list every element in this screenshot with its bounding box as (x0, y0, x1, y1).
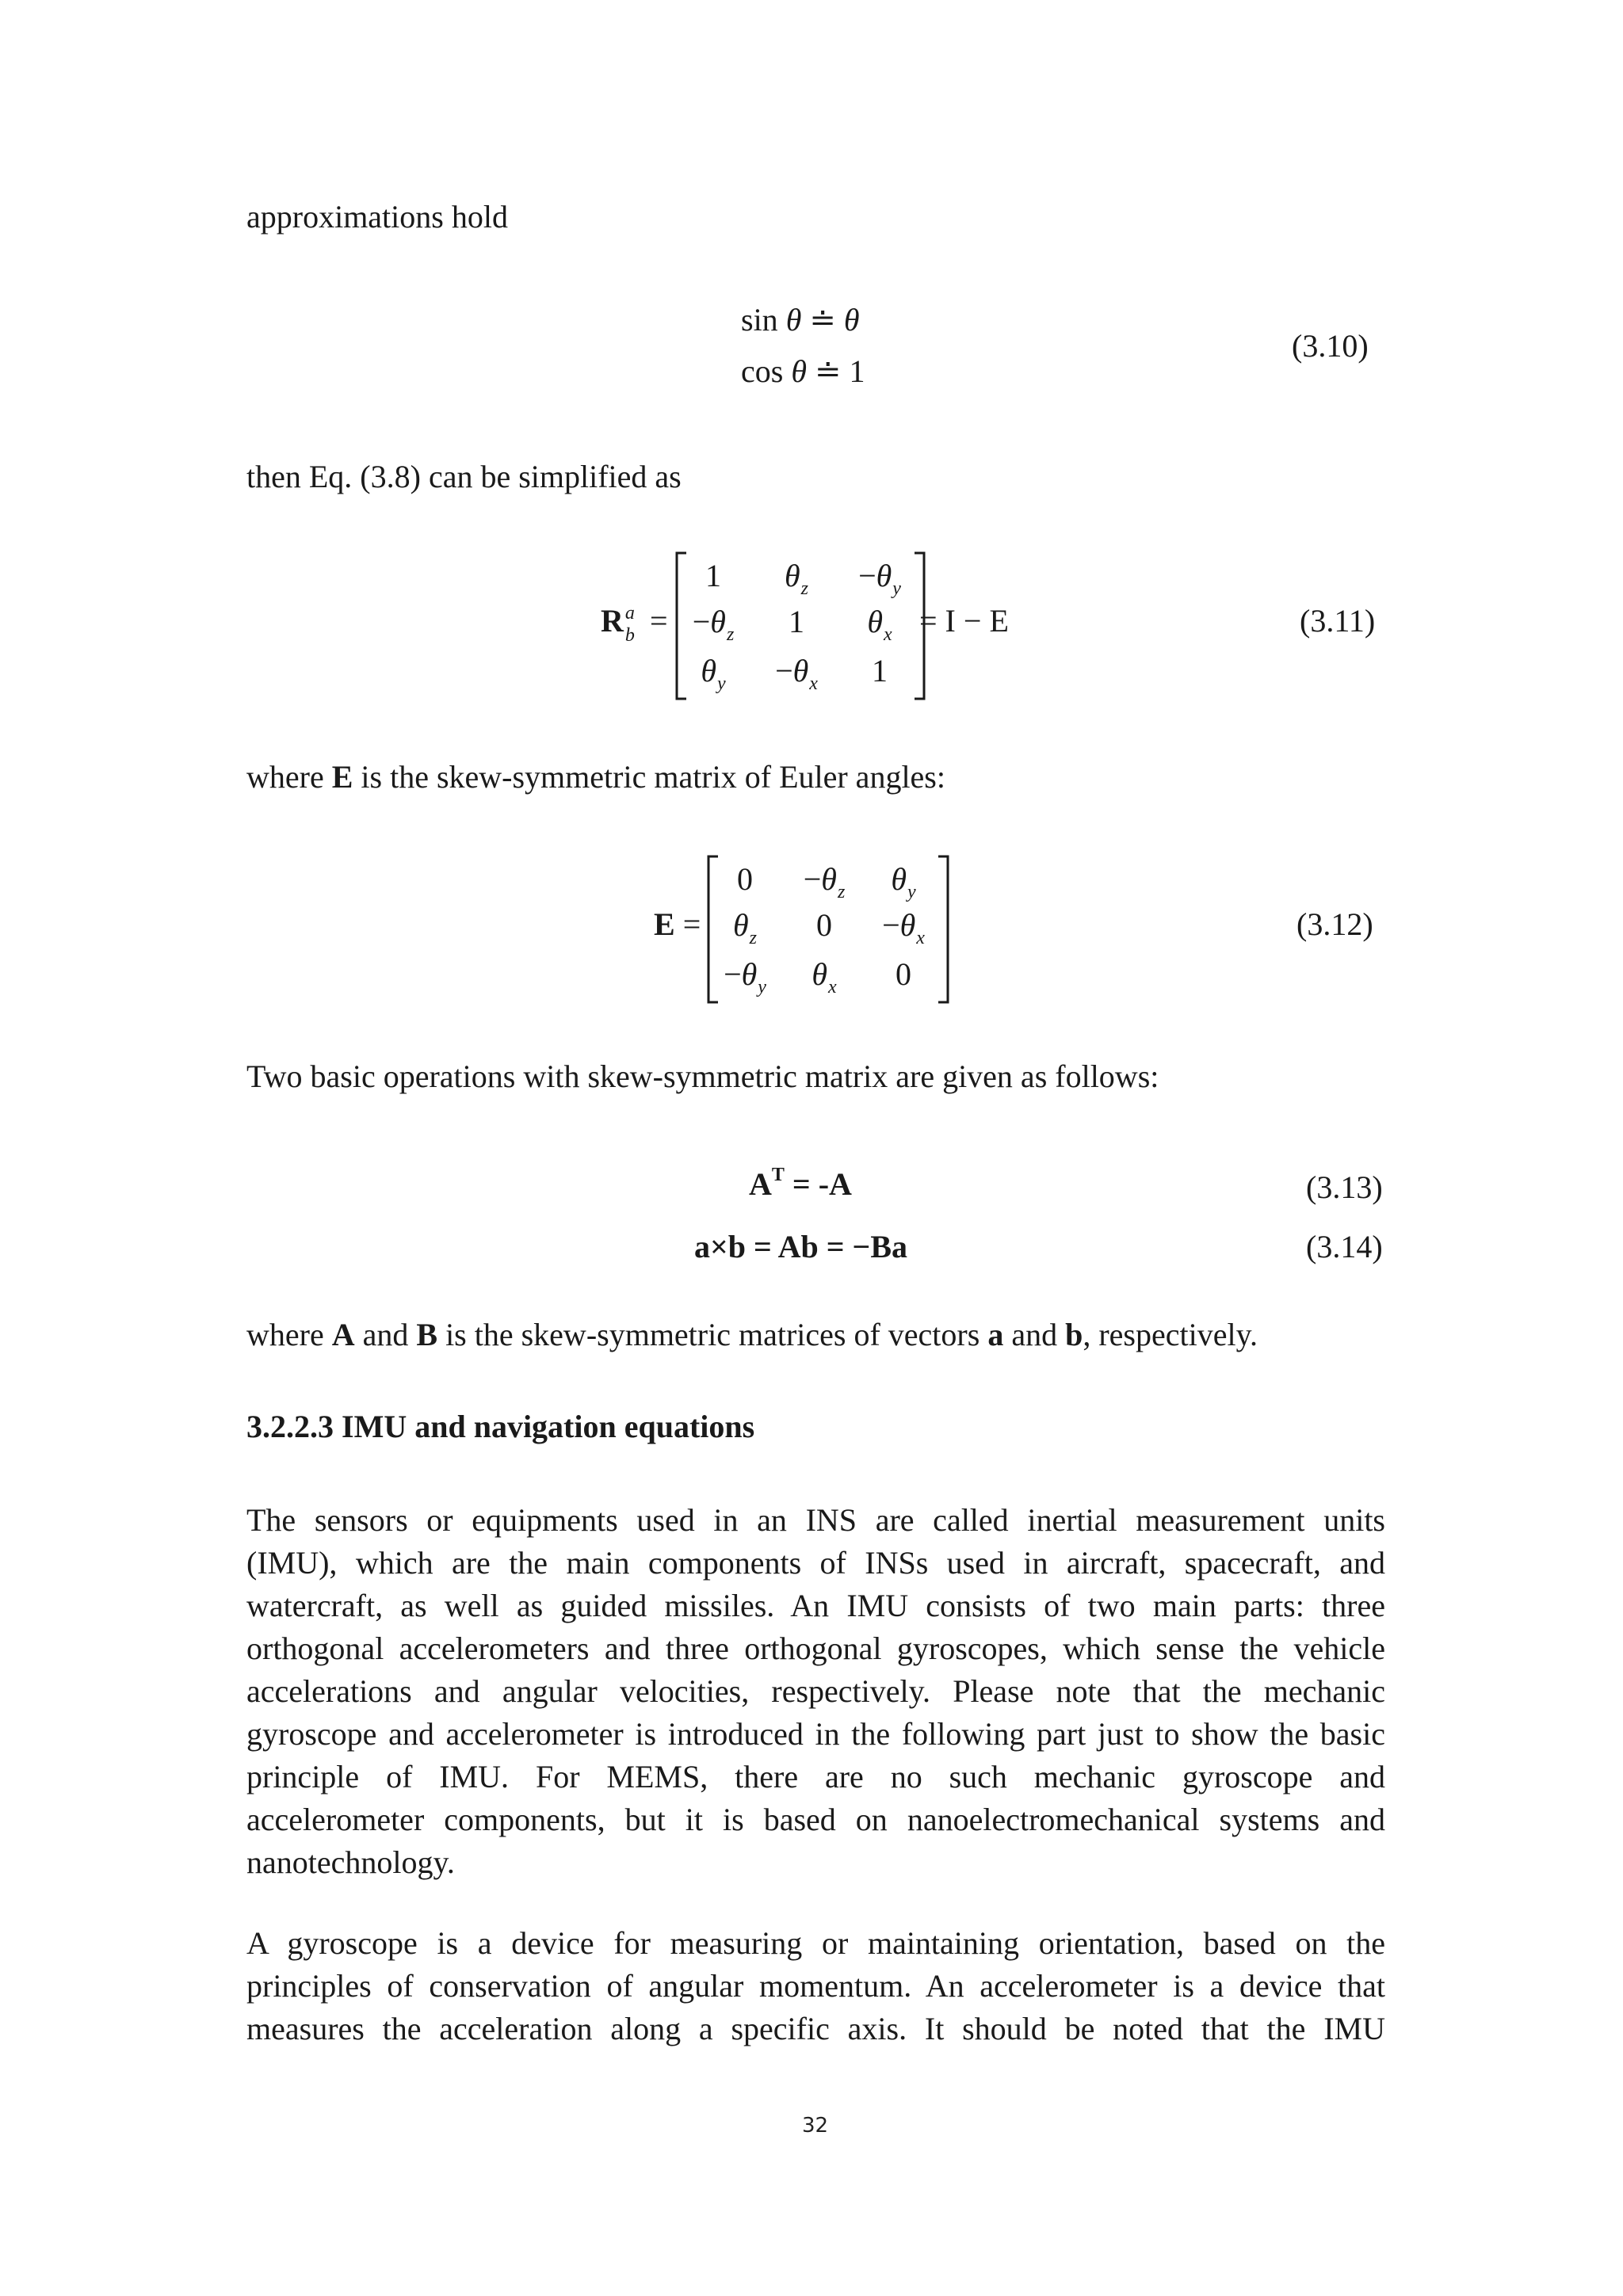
two-operations-line: Two basic operations with skew-symmetric matrix are given as follows: (246, 1058, 1159, 1094)
matrix-entry (701, 860, 789, 898)
matrix-entry-main: θ (785, 558, 800, 593)
matrix-entry-main: θ (792, 653, 809, 688)
minus-sign: − (775, 653, 793, 688)
bold-A: A (331, 1317, 355, 1352)
matrix-entry-main: 0 (896, 956, 911, 992)
paragraph-line: watercraft, as well as guided missiles. An IMU consists of two main parts: three (246, 1588, 1385, 1623)
matrix-entry (670, 652, 757, 694)
equation-3-13 (749, 1165, 852, 1203)
matrix-entry-main: 1 (705, 558, 721, 593)
matrix-entry-subscript: z (749, 928, 757, 948)
matrix-entry (836, 652, 923, 689)
matrix-entry (836, 557, 923, 599)
matrix-entry-subscript: y (758, 977, 766, 997)
matrix-entry-subscript: x (809, 673, 818, 694)
matrix-entry-main: θ (891, 861, 907, 897)
matrix-entry (836, 603, 923, 645)
matrix-entry-subscript: y (907, 882, 916, 902)
matrix-entry (701, 955, 789, 997)
matrix-entry-subscript: y (892, 578, 901, 599)
theta-symbol: θ (785, 302, 802, 338)
paragraph-line: nanotechnology. (246, 1844, 455, 1880)
where-A-B-line (246, 1316, 1258, 1353)
minus-sign: − (882, 907, 900, 943)
matrix-entry (753, 603, 840, 640)
matrix-entry-subscript: x (884, 624, 892, 645)
matrix-entry (781, 860, 868, 902)
transpose-superscript: T (771, 1165, 785, 1185)
matrix-entry-subscript: x (916, 928, 925, 948)
equation-3-10-line-2 (741, 353, 865, 390)
equation-number-3-10: (3.10) (1292, 328, 1369, 364)
minus-sign: − (858, 558, 876, 593)
matrix-entry-subscript: z (800, 578, 808, 599)
matrix-entry-main: θ (876, 558, 892, 593)
matrix-entry (860, 955, 947, 993)
matrix-entry-main: θ (710, 604, 726, 639)
matrix-entry-main: θ (812, 956, 827, 992)
subscript-b: b (624, 625, 635, 646)
matrix-entry-main: θ (701, 653, 716, 688)
bold-b: b (1065, 1317, 1083, 1352)
matrix-entry (753, 652, 840, 694)
bold-B: B (416, 1317, 438, 1352)
matrix-entry (860, 860, 947, 902)
E-equals: E = (654, 906, 701, 942)
paragraph-line: accelerometer components, but it is based on nanoelectromechanical systems and (246, 1802, 1385, 1837)
matrix-entry-main: θ (733, 907, 749, 943)
A-base: A (749, 1166, 772, 1202)
matrix-entry (781, 906, 868, 944)
where-E-pre: where (246, 759, 332, 795)
matrix-entry (781, 955, 868, 997)
matrix-entry-subscript: x (828, 977, 837, 997)
text-span: and (1003, 1317, 1066, 1352)
paragraph-line: accelerations and angular velocities, respectively. Please note that the mechanic (246, 1673, 1385, 1709)
section-heading: 3.2.2.3 IMU and navigation equations (246, 1409, 755, 1444)
theta-symbol: θ (843, 302, 860, 338)
equals-neg-A: = -A (784, 1166, 852, 1202)
cos-function: cos (741, 353, 784, 389)
bold-a: a (987, 1317, 1004, 1352)
matrix-entry (670, 557, 757, 594)
matrix-entry-main: 1 (789, 604, 804, 639)
paragraph-line: The sensors or equipments used in an INS are called inertial measurement units (246, 1502, 1385, 1538)
paragraph-2 (246, 1922, 1385, 2050)
matrix-entry-subscript: z (837, 882, 846, 902)
approx-equal-sign: ≐ (801, 302, 844, 338)
matrix-entry (753, 557, 840, 599)
theta-symbol: θ (791, 353, 807, 389)
rotation-matrix-symbol (601, 602, 638, 646)
paragraph-line: principles of conservation of angular momentum. An accelerometer is a device that (246, 1968, 1385, 2004)
matrix-entry-main: θ (741, 956, 758, 992)
where-E-post: is the skew-symmetric matrix of Euler angles: (353, 759, 945, 795)
superscript-a: a (624, 603, 635, 624)
paragraph-line: gyroscope and accelerometer is introduced in the following part just to show the basic (246, 1716, 1385, 1752)
text-span: where (246, 1317, 332, 1352)
equation-number-3-14: (3.14) (1306, 1229, 1383, 1264)
minus-sign: − (692, 604, 711, 639)
matrix-entry-subscript: z (726, 624, 735, 645)
text-span: is the skew-symmetric matrices of vectors (437, 1317, 988, 1352)
matrix-entry-main: 1 (872, 653, 888, 688)
equation-number-3-11: (3.11) (1300, 603, 1376, 639)
rotation-matrix-letter: R (601, 603, 624, 639)
equation-number-3-12: (3.12) (1296, 906, 1373, 942)
equation-number-3-13: (3.13) (1306, 1169, 1383, 1205)
matrix-entry-main: θ (867, 604, 883, 639)
paragraph-1 (246, 1499, 1385, 1884)
paragraph-line: (IMU), which are the main components of INSs used in aircraft, spacecraft, and (246, 1545, 1385, 1581)
page-number: 32 (802, 2114, 829, 2138)
equals-sign: = (650, 603, 668, 639)
matrix-entry (670, 603, 757, 645)
paragraph-line: orthogonal accelerometers and three orthogonal gyroscopes, which sense the vehicle (246, 1630, 1385, 1666)
approx-equal-one: ≐ 1 (806, 353, 865, 389)
intro-line: approximations hold (246, 199, 508, 235)
paragraph-line: principle of IMU. For MEMS, there are no such mechanic gyroscope and (246, 1759, 1385, 1794)
matrix-entry-main: θ (899, 907, 916, 943)
matrix-entry (701, 906, 789, 948)
where-E-bold: E (331, 759, 353, 795)
sin-function: sin (741, 302, 778, 338)
identity-minus-E: = I − E (919, 603, 1009, 639)
equation-3-14: a×b = Ab = −Ba (694, 1229, 908, 1264)
then-line: then Eq. (3.8) can be simplified as (246, 459, 682, 494)
where-E-line (246, 758, 945, 795)
equation-3-10-line-1 (741, 301, 860, 338)
minus-sign: − (803, 861, 822, 897)
paragraph-line: measures the acceleration along a specific axis. It should be noted that the IMU (246, 2011, 1385, 2046)
minus-sign: − (724, 956, 742, 992)
matrix-entry-subscript: y (717, 673, 726, 694)
matrix-entry-main: 0 (737, 861, 753, 897)
matrix-entry (860, 906, 947, 948)
matrix-entry-main: θ (821, 861, 837, 897)
paragraph-line: A gyroscope is a device for measuring or maintaining orientation, based on the (246, 1925, 1385, 1961)
text-span: , respectively. (1083, 1317, 1258, 1352)
text-span: and (354, 1317, 417, 1352)
matrix-entry-main: 0 (816, 907, 832, 943)
